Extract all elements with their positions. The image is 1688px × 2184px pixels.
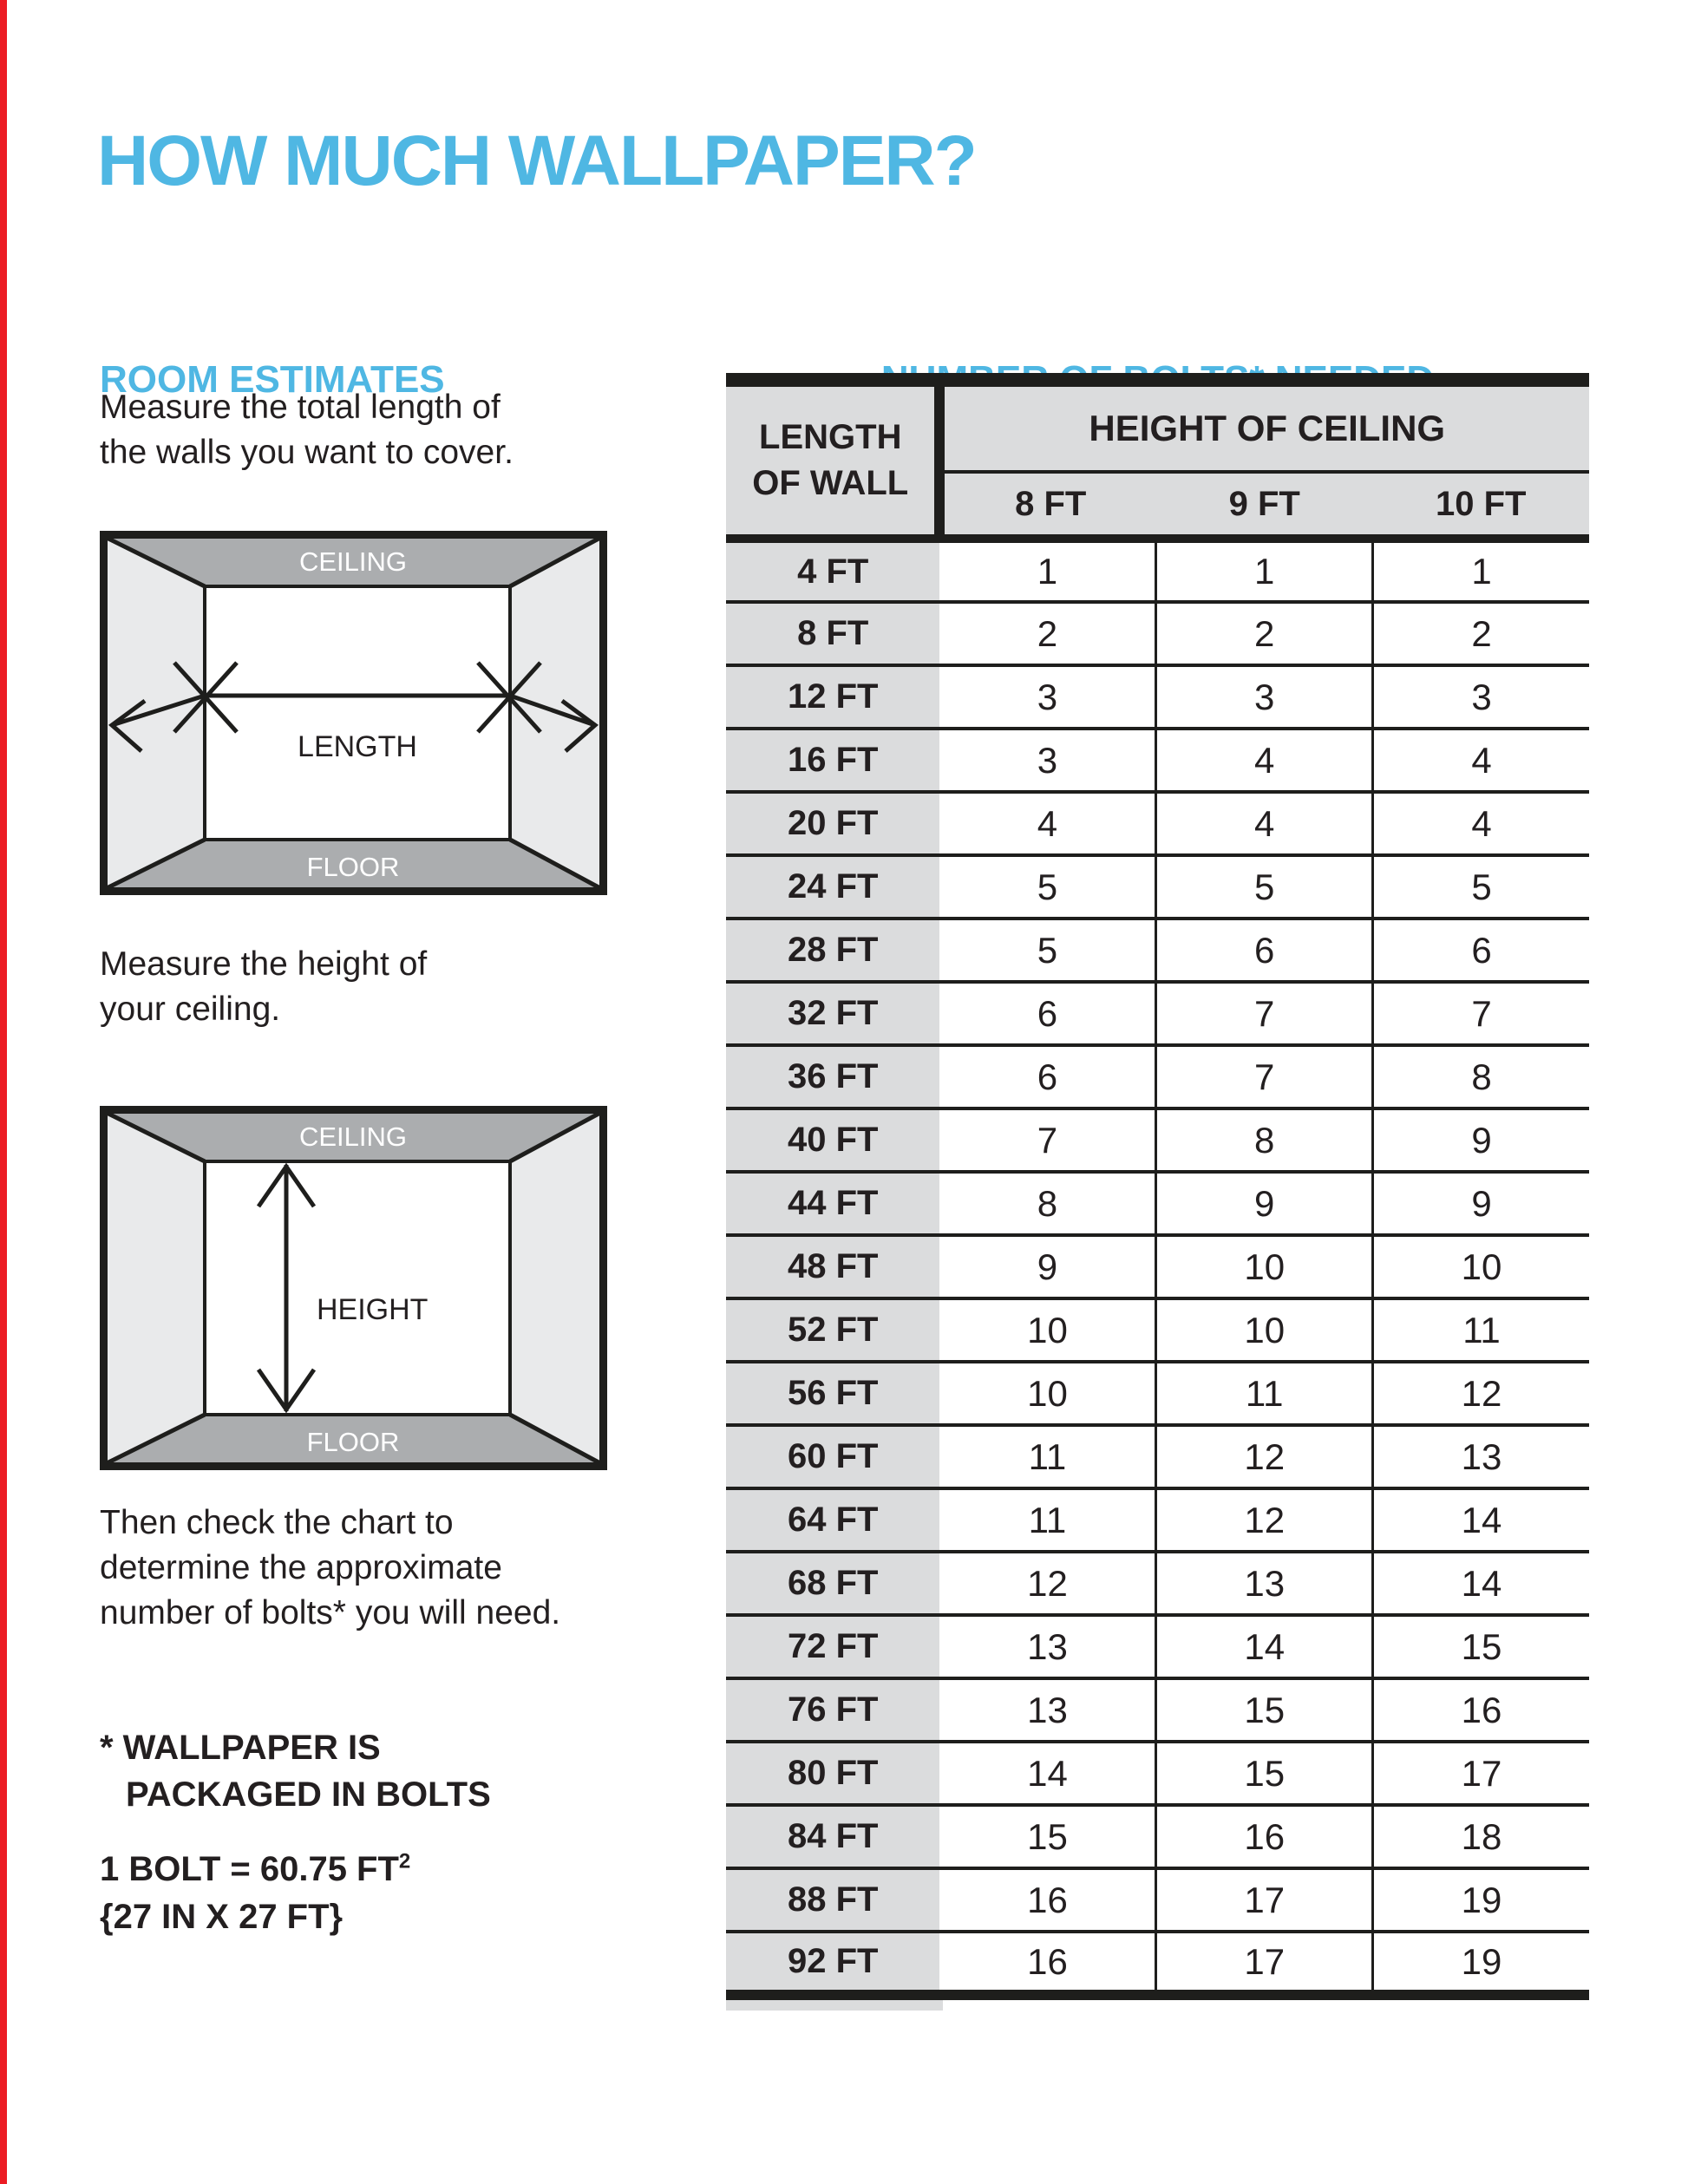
length-of-wall-header: LENGTH OF WALL — [726, 387, 939, 539]
wall-length-cell: 92 FT — [726, 1932, 939, 1995]
bolt-count-cell: 16 — [1156, 1805, 1373, 1868]
table-left-column-tab — [726, 2000, 943, 2011]
table-row — [726, 1678, 1589, 1742]
bolt-count-cell: 17 — [1156, 1932, 1373, 1995]
wall-length-cell: 20 FT — [726, 792, 939, 855]
bolt-count-cell: 14 — [939, 1742, 1156, 1805]
bolt-count-cell: 1 — [939, 539, 1156, 602]
table-row — [726, 1868, 1589, 1932]
wall-length-cell: 64 FT — [726, 1488, 939, 1552]
bolt-count-cell: 6 — [1156, 919, 1373, 982]
wall-length-cell: 80 FT — [726, 1742, 939, 1805]
bolt-count-cell: 13 — [1156, 1552, 1373, 1615]
bolt-count-cell: 3 — [939, 729, 1156, 792]
bolt-count-cell: 12 — [1372, 1362, 1589, 1425]
bolt-count-cell: 14 — [1372, 1488, 1589, 1552]
bolt-count-cell: 2 — [939, 602, 1156, 665]
bolt-count-cell: 8 — [1156, 1108, 1373, 1172]
right-wall-panel — [510, 1113, 600, 1463]
bolts-table — [726, 387, 1589, 2000]
wall-length-cell: 52 FT — [726, 1298, 939, 1362]
table-row — [726, 982, 1589, 1045]
back-wall — [205, 586, 510, 840]
bolt-count-cell: 9 — [1372, 1172, 1589, 1235]
bolt-count-cell: 3 — [1372, 665, 1589, 729]
bolt-count-cell: 4 — [1156, 792, 1373, 855]
table-row — [726, 1805, 1589, 1868]
wall-length-cell: 32 FT — [726, 982, 939, 1045]
instruction-measure-height — [100, 942, 427, 1032]
bolt-count-cell: 1 — [1372, 539, 1589, 602]
instruction-line: your ceiling. — [100, 991, 281, 1028]
bolt-count-cell: 10 — [939, 1298, 1156, 1362]
bolt-count-cell: 4 — [1156, 729, 1373, 792]
table-row — [726, 1615, 1589, 1678]
bolt-count-cell: 5 — [1372, 855, 1589, 919]
instruction-line: Measure the total length of — [100, 389, 501, 426]
bolt-count-cell: 19 — [1372, 1932, 1589, 1995]
bolt-count-cell: 15 — [939, 1805, 1156, 1868]
ceiling-label: CEILING — [298, 1121, 408, 1152]
table-row — [726, 792, 1589, 855]
bolt-count-cell: 16 — [939, 1932, 1156, 1995]
height-label: HEIGHT — [317, 1293, 429, 1326]
wall-length-cell: 24 FT — [726, 855, 939, 919]
bolt-count-cell: 13 — [1372, 1425, 1589, 1488]
bolt-count-cell: 6 — [939, 1045, 1156, 1108]
bolt-count-cell: 12 — [939, 1552, 1156, 1615]
bolt-count-cell: 11 — [939, 1425, 1156, 1488]
left-wall-panel — [107, 1113, 205, 1463]
bolt-count-cell: 13 — [939, 1615, 1156, 1678]
table-row — [726, 602, 1589, 665]
bolt-footnote — [100, 1724, 491, 1818]
table-row — [726, 1235, 1589, 1298]
bolt-count-cell: 5 — [939, 919, 1156, 982]
bolt-count-cell: 8 — [1372, 1045, 1589, 1108]
instruction-line: the walls you want to cover. — [100, 434, 514, 471]
bolt-count-cell: 16 — [939, 1868, 1156, 1932]
instruction-line: Measure the height of — [100, 945, 428, 983]
bolt-count-cell: 5 — [1156, 855, 1373, 919]
bolt-count-cell: 17 — [1156, 1868, 1373, 1932]
wall-length-cell: 56 FT — [726, 1362, 939, 1425]
table-row — [726, 855, 1589, 919]
bolt-count-cell: 7 — [1156, 1045, 1373, 1108]
bolt-count-cell: 6 — [939, 982, 1156, 1045]
table-row — [726, 1488, 1589, 1552]
column-header-10ft: 10 FT — [1372, 472, 1589, 539]
bolt-count-cell: 15 — [1156, 1678, 1373, 1742]
bolt-count-cell: 4 — [1372, 792, 1589, 855]
bolt-count-cell: 14 — [1372, 1552, 1589, 1615]
wall-length-cell: 8 FT — [726, 602, 939, 665]
length-label: LENGTH — [298, 730, 417, 763]
table-header-row — [726, 387, 1589, 472]
table-top-bar — [726, 373, 1589, 387]
table-body — [726, 539, 1589, 1995]
bolt-count-cell: 10 — [1156, 1298, 1373, 1362]
back-wall — [205, 1161, 510, 1415]
wall-length-cell: 48 FT — [726, 1235, 939, 1298]
page-title: HOW MUCH WALLPAPER? — [97, 121, 976, 200]
table-row — [726, 539, 1589, 602]
footnote-line: PACKAGED IN BOLTS — [126, 1775, 491, 1814]
bolt-dimensions: {27 IN X 27 FT} — [100, 1898, 343, 1936]
column-header-9ft: 9 FT — [1156, 472, 1373, 539]
instruction-check-chart — [100, 1501, 560, 1636]
bolt-count-cell: 2 — [1156, 602, 1373, 665]
instruction-line: Then check the chart to — [100, 1504, 454, 1541]
bolt-count-cell: 16 — [1372, 1678, 1589, 1742]
bolt-count-cell: 7 — [939, 1108, 1156, 1172]
squared-superscript: 2 — [398, 1849, 411, 1873]
bolt-count-cell: 2 — [1372, 602, 1589, 665]
table-row — [726, 729, 1589, 792]
bolt-count-cell: 4 — [1372, 729, 1589, 792]
table-row — [726, 919, 1589, 982]
bolt-count-cell: 9 — [939, 1235, 1156, 1298]
bolt-equation: 1 BOLT = 60.75 $FT^2$ — [100, 1849, 411, 1888]
wall-length-cell: 84 FT — [726, 1805, 939, 1868]
ceiling-label: CEILING — [298, 546, 408, 577]
bolt-count-cell: 3 — [939, 665, 1156, 729]
floor-label: FLOOR — [306, 852, 400, 882]
bolt-count-cell: 19 — [1372, 1868, 1589, 1932]
footnote-line: * WALLPAPER IS — [100, 1729, 381, 1767]
table-row — [726, 1932, 1589, 1995]
bolt-count-cell: 6 — [1372, 919, 1589, 982]
bolt-count-cell: 11 — [1372, 1298, 1589, 1362]
bolt-count-cell: 4 — [939, 792, 1156, 855]
bolt-count-cell: 5 — [939, 855, 1156, 919]
table-row — [726, 1298, 1589, 1362]
wall-length-cell: 4 FT — [726, 539, 939, 602]
room-estimates-heading: ROOM ESTIMATES — [100, 357, 445, 401]
table-row — [726, 1362, 1589, 1425]
bolt-count-cell: 1 — [1156, 539, 1373, 602]
bolt-spec — [100, 1846, 410, 1941]
table-row — [726, 1552, 1589, 1615]
bolt-count-cell: 10 — [1156, 1235, 1373, 1298]
wall-length-cell: 76 FT — [726, 1678, 939, 1742]
bolt-count-cell: 12 — [1156, 1488, 1373, 1552]
bolt-count-cell: 10 — [1372, 1235, 1589, 1298]
table-row — [726, 665, 1589, 729]
wall-length-cell: 68 FT — [726, 1552, 939, 1615]
bolt-count-cell: 3 — [1156, 665, 1373, 729]
wall-length-cell: 36 FT — [726, 1045, 939, 1108]
bolt-count-cell: 11 — [1156, 1362, 1373, 1425]
wall-length-cell: 44 FT — [726, 1172, 939, 1235]
bolt-count-cell: 12 — [1156, 1425, 1373, 1488]
table-row — [726, 1425, 1589, 1488]
column-header-8ft: 8 FT — [939, 472, 1156, 539]
wall-length-cell: 40 FT — [726, 1108, 939, 1172]
red-edge-stripe — [0, 0, 7, 2184]
table-row — [726, 1045, 1589, 1108]
floor-label: FLOOR — [306, 1427, 400, 1457]
bolt-count-cell: 15 — [1372, 1615, 1589, 1678]
wall-length-cell: 28 FT — [726, 919, 939, 982]
bolt-count-cell: 14 — [1156, 1615, 1373, 1678]
wall-length-cell: 72 FT — [726, 1615, 939, 1678]
bolt-count-cell: 11 — [939, 1488, 1156, 1552]
wall-length-cell: 88 FT — [726, 1868, 939, 1932]
bolt-count-cell: 9 — [1156, 1172, 1373, 1235]
wall-length-cell: 12 FT — [726, 665, 939, 729]
bolt-count-cell: 9 — [1372, 1108, 1589, 1172]
bolts-table-region — [726, 373, 1589, 2011]
height-of-ceiling-header: HEIGHT OF CEILING — [939, 387, 1589, 472]
bolt-count-cell: 7 — [1156, 982, 1373, 1045]
table-row — [726, 1108, 1589, 1172]
bolt-count-cell: 10 — [939, 1362, 1156, 1425]
instruction-line: determine the approximate — [100, 1549, 502, 1586]
bolt-count-cell: 8 — [939, 1172, 1156, 1235]
room-height-diagram — [100, 1106, 607, 1470]
instruction-measure-length — [100, 385, 514, 475]
bolt-count-cell: 15 — [1156, 1742, 1373, 1805]
bolt-count-cell: 18 — [1372, 1805, 1589, 1868]
instruction-line: number of bolts* you will need. — [100, 1594, 561, 1631]
bolt-count-cell: 17 — [1372, 1742, 1589, 1805]
table-row — [726, 1172, 1589, 1235]
room-length-diagram — [100, 531, 607, 895]
table-row — [726, 1742, 1589, 1805]
wall-length-cell: 16 FT — [726, 729, 939, 792]
bolt-count-cell: 7 — [1372, 982, 1589, 1045]
bolt-count-cell: 13 — [939, 1678, 1156, 1742]
wall-length-cell: 60 FT — [726, 1425, 939, 1488]
